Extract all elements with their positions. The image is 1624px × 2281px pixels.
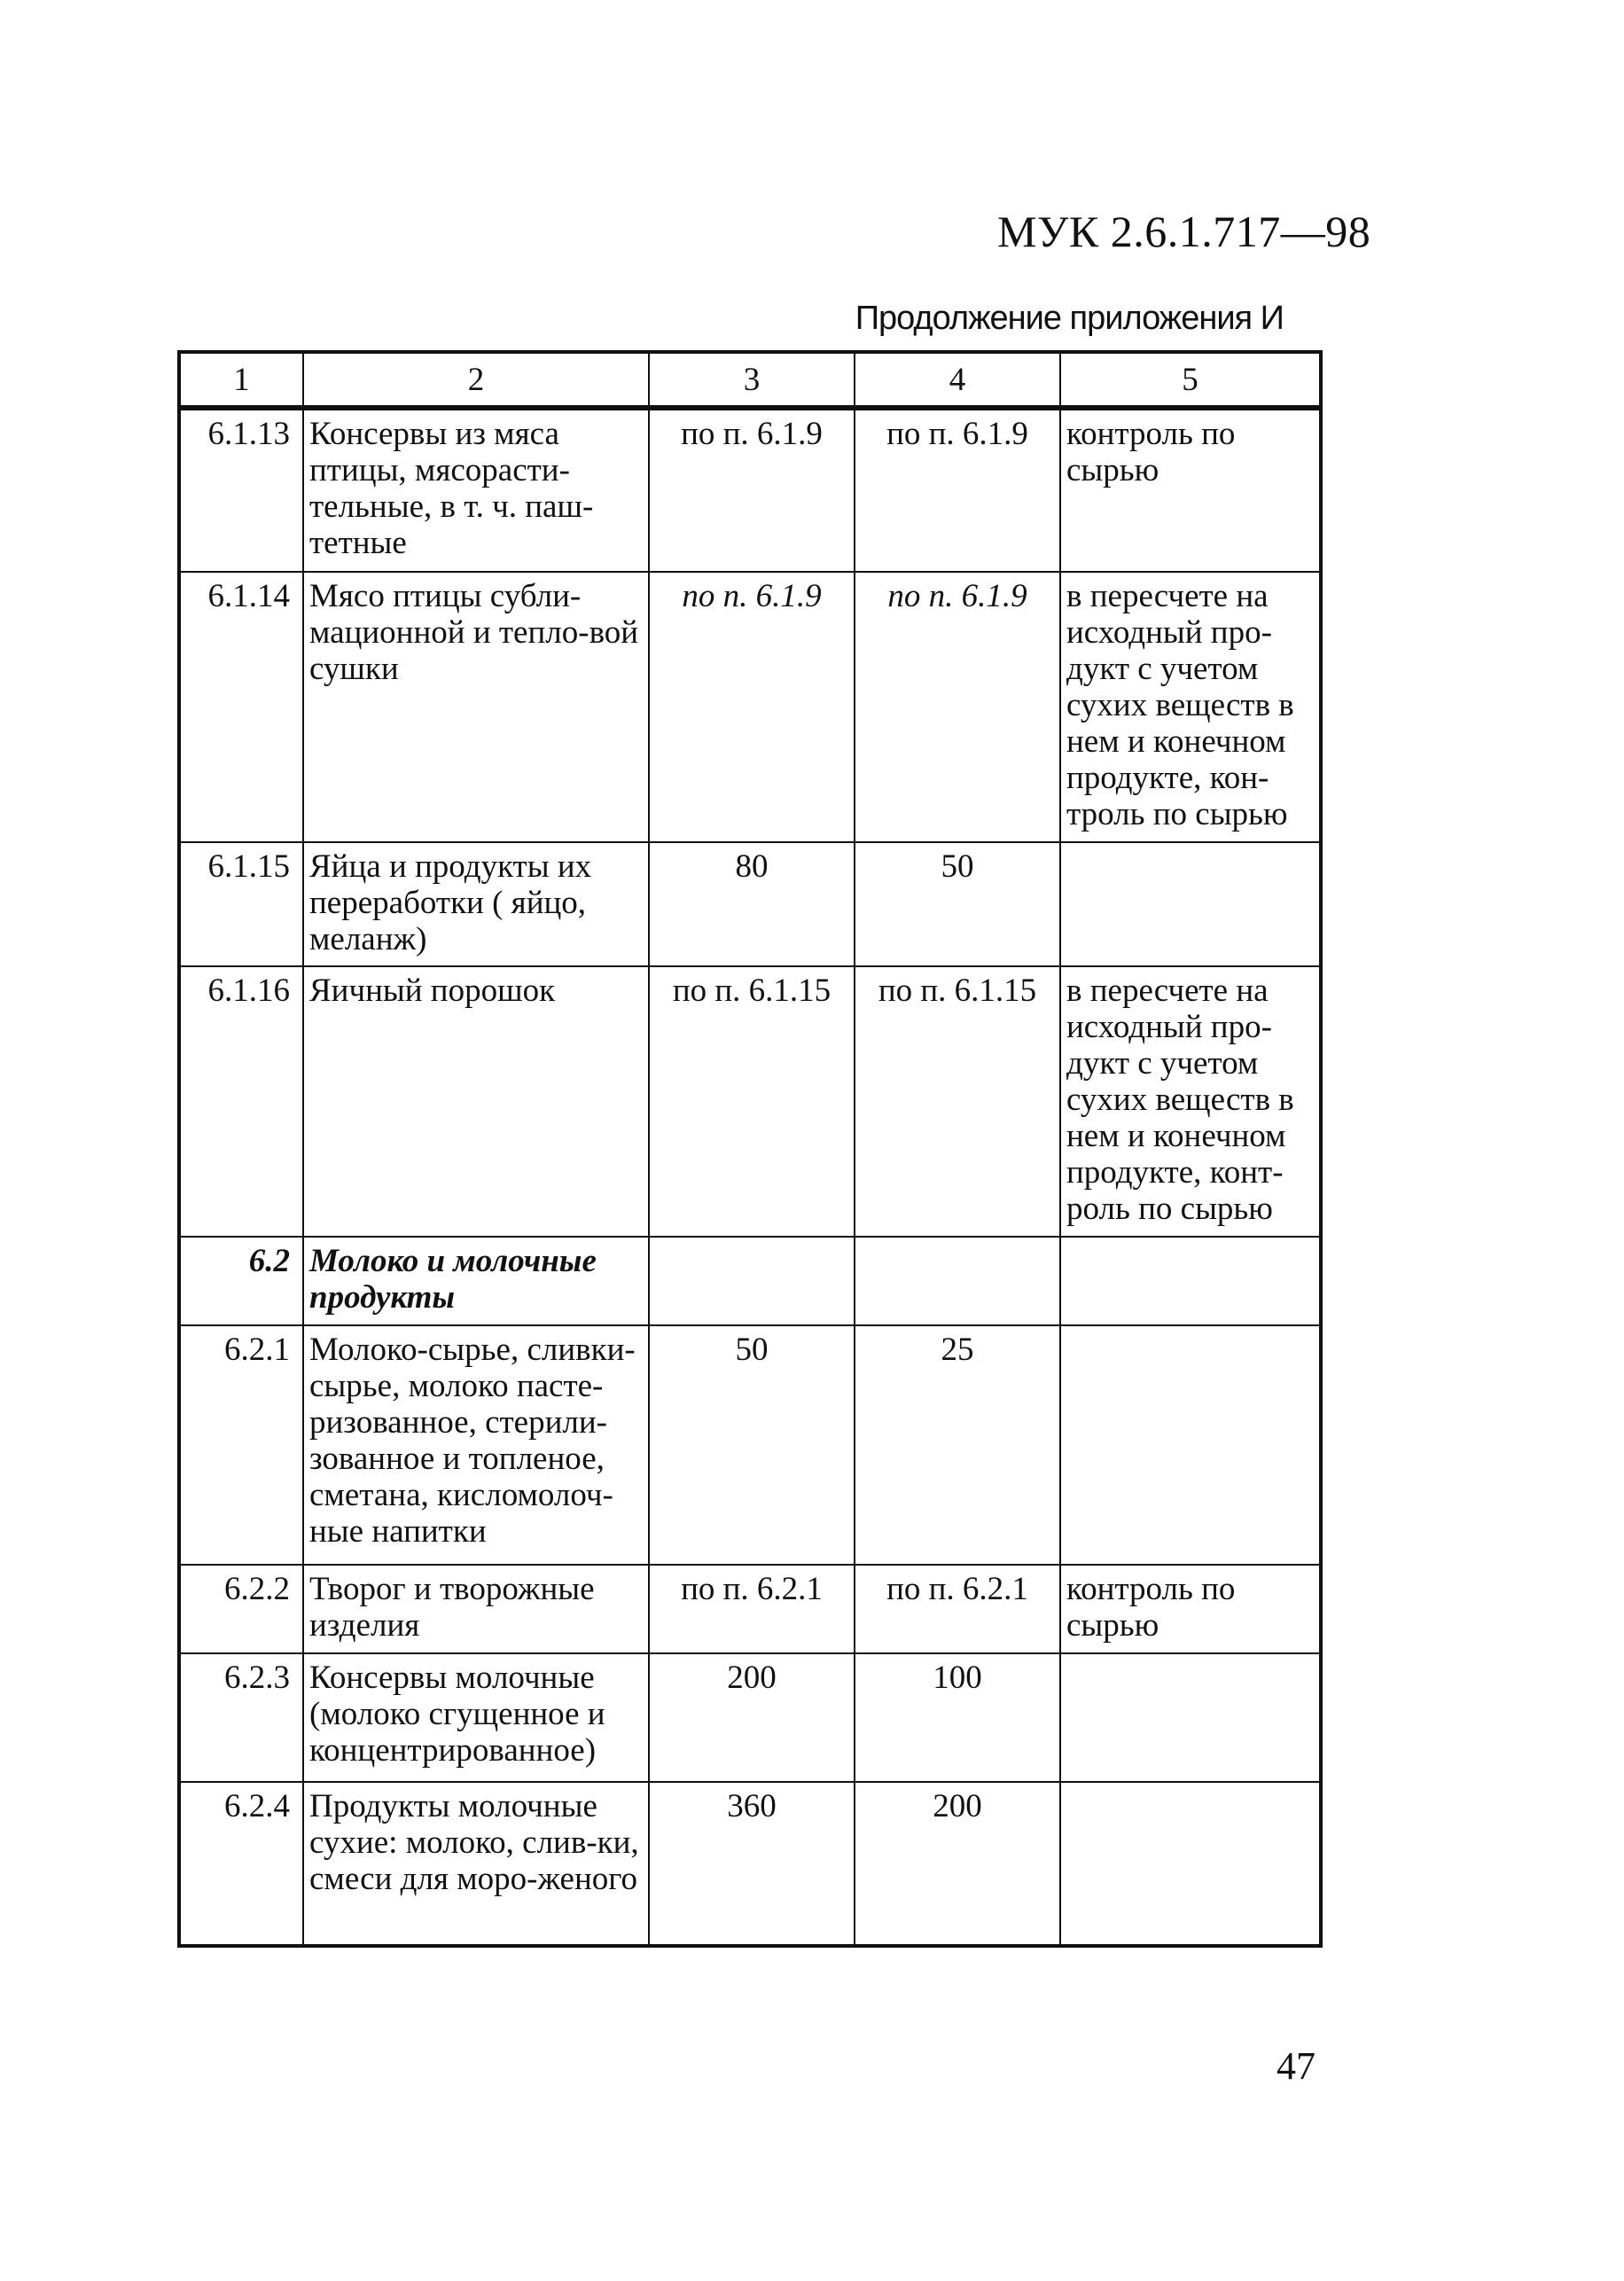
value-col4: по п. 6.1.9 [855, 408, 1060, 572]
note [1060, 1653, 1321, 1782]
continuation-label: Продолжение приложения И [855, 300, 1284, 337]
note [1060, 842, 1321, 966]
value-col3: 80 [649, 842, 855, 966]
column-header-1: 1 [179, 352, 303, 408]
column-header-5: 5 [1060, 352, 1321, 408]
column-header-3: 3 [649, 352, 855, 408]
value-col3: по п. 6.2.1 [649, 1565, 855, 1653]
note [1060, 1325, 1321, 1565]
value-col4: по п. 6.2.1 [855, 1565, 1060, 1653]
table-row [179, 1565, 1321, 1653]
value-col4: по п. 6.1.15 [855, 966, 1060, 1237]
value-col4: 25 [855, 1325, 1060, 1565]
value-col3: 360 [649, 1782, 855, 1946]
product-name: Яичный порошок [303, 966, 649, 1237]
section-row [179, 1237, 1321, 1325]
row-number: 6.2.2 [179, 1565, 303, 1653]
product-name: Продукты молочные сухие: молоко, слив-ки, смеси для моро-женого [303, 1782, 649, 1946]
document-code: МУК 2.6.1.717—98 [997, 207, 1371, 256]
value-col3 [649, 1237, 855, 1325]
product-name: Мясо птицы субли-мационной и тепло-вой сушки [303, 572, 649, 842]
product-name: Творог и творожные изделия [303, 1565, 649, 1653]
product-name: Консервы молочные (молоко сгущенное и концентрированное) [303, 1653, 649, 1782]
note: контроль по сырью [1060, 408, 1321, 572]
row-number: 6.1.14 [179, 572, 303, 842]
value-col3: по п. 6.1.9 [649, 408, 855, 572]
value-col3: по п. 6.1.9 [649, 572, 855, 842]
table-row [179, 408, 1321, 572]
row-number: 6.2.1 [179, 1325, 303, 1565]
table-row [179, 1325, 1321, 1565]
value-col4: 100 [855, 1653, 1060, 1782]
limits-table [177, 350, 1323, 1948]
product-name: Яйца и продукты их переработки ( яйцо, меланж) [303, 842, 649, 966]
note: контроль по сырью [1060, 1565, 1321, 1653]
row-number: 6.1.15 [179, 842, 303, 966]
value-col4 [855, 1237, 1060, 1325]
product-name: Консервы из мяса птицы, мясорасти-тельные, в т. ч. паш-тетные [303, 408, 649, 572]
section-number: 6.2 [179, 1237, 303, 1325]
note [1060, 1237, 1321, 1325]
page-number: 47 [1277, 2044, 1316, 2088]
table-row [179, 1782, 1321, 1946]
value-col4: 200 [855, 1782, 1060, 1946]
product-name: Молоко-сырье, сливки-сырье, молоко пасте-ризованное, стерили-зованное и топленое, сметана, кисломолоч-ные напитки [303, 1325, 649, 1565]
section-title: Молоко и молочные продукты [303, 1237, 649, 1325]
row-number: 6.2.3 [179, 1653, 303, 1782]
row-number: 6.2.4 [179, 1782, 303, 1946]
value-col4: по п. 6.1.9 [855, 572, 1060, 842]
table-row [179, 966, 1321, 1237]
value-col3: по п. 6.1.15 [649, 966, 855, 1237]
row-number: 6.1.13 [179, 408, 303, 572]
value-col3: 50 [649, 1325, 855, 1565]
table-row [179, 842, 1321, 966]
row-number: 6.1.16 [179, 966, 303, 1237]
table-row [179, 1653, 1321, 1782]
value-col4: 50 [855, 842, 1060, 966]
table-header-row [179, 352, 1321, 408]
note: в пересчете на исходный про-дукт с учетом сухих веществ в нем и конечном продукте, кон-троль по сырью [1060, 572, 1321, 842]
note: в пересчете на исходный про-дукт с учетом сухих веществ в нем и конечном продукте, конт-роль по сырью [1060, 966, 1321, 1237]
column-header-4: 4 [855, 352, 1060, 408]
value-col3: 200 [649, 1653, 855, 1782]
note [1060, 1782, 1321, 1946]
column-header-2: 2 [303, 352, 649, 408]
table-row [179, 572, 1321, 842]
